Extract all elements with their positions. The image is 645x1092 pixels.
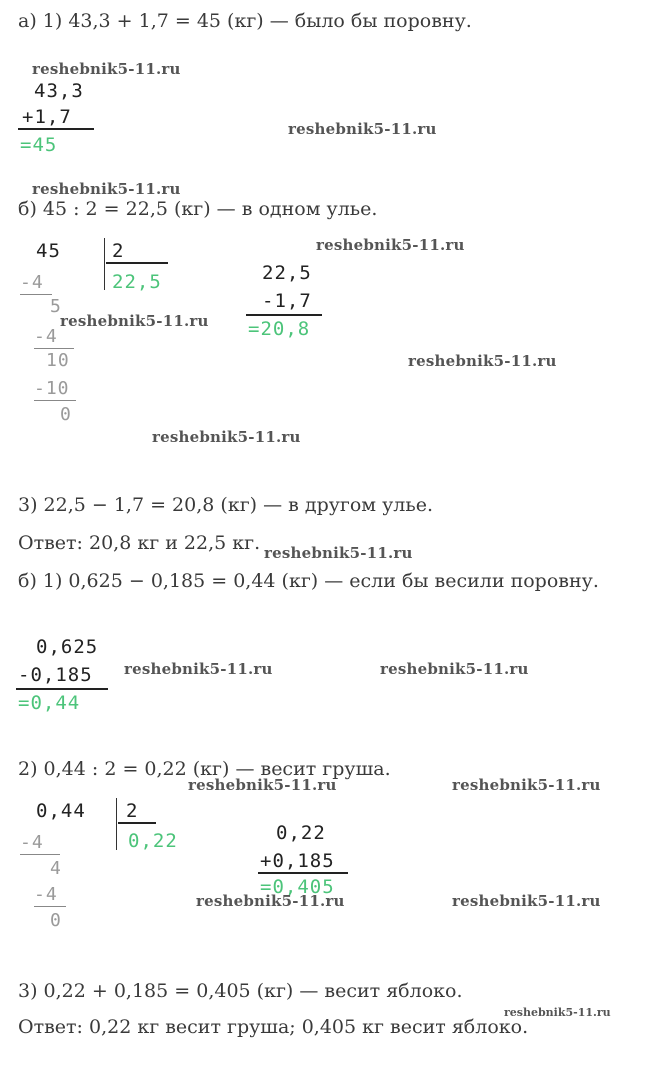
part-a-answer: Ответ: 20,8 кг и 22,5 кг. [18, 532, 261, 554]
watermark: reshebnik5-11.ru [288, 120, 437, 138]
b-div-step-rule [20, 854, 60, 855]
part-b-step1: б) 1) 0,625 − 0,185 = 0,44 (кг) — если бы весили поровну. [18, 570, 599, 592]
b-div-rule [118, 822, 156, 824]
watermark: reshebnik5-11.ru [188, 776, 337, 794]
a-div-step: -4 [34, 326, 58, 347]
a-sub-top: 22,5 [262, 262, 312, 284]
part-b-step2: 2) 0,44 : 2 = 0,22 (кг) — весит груша. [18, 758, 391, 780]
a-div-step: 5 [50, 296, 62, 317]
part-a-step3: 3) 22,5 − 1,7 = 20,8 (кг) — в другом улье. [18, 494, 434, 516]
a-add-bottom: +1,7 [22, 106, 72, 128]
watermark: reshebnik5-11.ru [380, 660, 529, 678]
b-div-bracket [116, 798, 117, 850]
a-div-rule [106, 262, 168, 264]
a-div-dividend: 45 [36, 240, 61, 262]
a-div-quotient: 22,5 [112, 271, 162, 293]
b-div-divisor: 2 [126, 800, 139, 822]
a-div-step-rule [34, 400, 76, 401]
a-sub-rule [246, 314, 322, 316]
watermark: reshebnik5-11.ru [452, 892, 601, 910]
b-sub-result: =0,44 [18, 692, 81, 714]
a-sub-bottom: -1,7 [262, 290, 312, 312]
watermark: reshebnik5-11.ru [124, 660, 273, 678]
watermark: reshebnik5-11.ru [504, 1006, 611, 1019]
a-div-step: -10 [34, 378, 70, 399]
watermark: reshebnik5-11.ru [264, 544, 413, 562]
b-div-step-rule [34, 906, 66, 907]
b-sub-top: 0,625 [36, 636, 99, 658]
part-b-step3: 3) 0,22 + 0,185 = 0,405 (кг) — весит яблоко. [18, 980, 463, 1002]
watermark: reshebnik5-11.ru [60, 312, 209, 330]
b-div-dividend: 0,44 [36, 800, 86, 822]
watermark: reshebnik5-11.ru [32, 180, 181, 198]
b-div-quotient: 0,22 [128, 830, 178, 852]
b-div-step: 4 [50, 858, 62, 879]
a-add-result: =45 [20, 134, 58, 156]
a-sub-result: =20,8 [248, 318, 311, 340]
b-add-top: 0,22 [276, 822, 326, 844]
watermark: reshebnik5-11.ru [452, 776, 601, 794]
b-div-step: -4 [20, 832, 44, 853]
a-div-step: 0 [60, 404, 72, 425]
part-a-step2: б) 45 : 2 = 22,5 (кг) — в одном улье. [18, 198, 378, 220]
watermark: reshebnik5-11.ru [316, 236, 465, 254]
watermark: reshebnik5-11.ru [408, 352, 557, 370]
a-div-bracket [104, 238, 105, 290]
a-div-step: 10 [46, 350, 70, 371]
a-div-step-rule [34, 348, 74, 349]
a-add-top: 43,3 [34, 80, 84, 102]
b-div-step: -4 [34, 884, 58, 905]
watermark: reshebnik5-11.ru [152, 428, 301, 446]
b-add-bottom: +0,185 [260, 850, 335, 872]
a-div-step-rule [20, 294, 52, 295]
a-add-rule [18, 128, 94, 130]
part-a-step1: а) 1) 43,3 + 1,7 = 45 (кг) — было бы поровну. [18, 10, 472, 32]
watermark: reshebnik5-11.ru [32, 60, 181, 78]
b-sub-rule [16, 688, 108, 690]
a-div-divisor: 2 [112, 240, 125, 262]
b-div-step: 0 [50, 910, 62, 931]
part-b-answer: Ответ: 0,22 кг весит груша; 0,405 кг весит яблоко. [18, 1016, 529, 1038]
b-sub-bottom: -0,185 [18, 664, 93, 686]
b-add-result: =0,405 [260, 876, 335, 898]
b-add-rule [258, 872, 348, 874]
watermark: reshebnik5-11.ru [196, 892, 345, 910]
a-div-step: -4 [20, 272, 44, 293]
